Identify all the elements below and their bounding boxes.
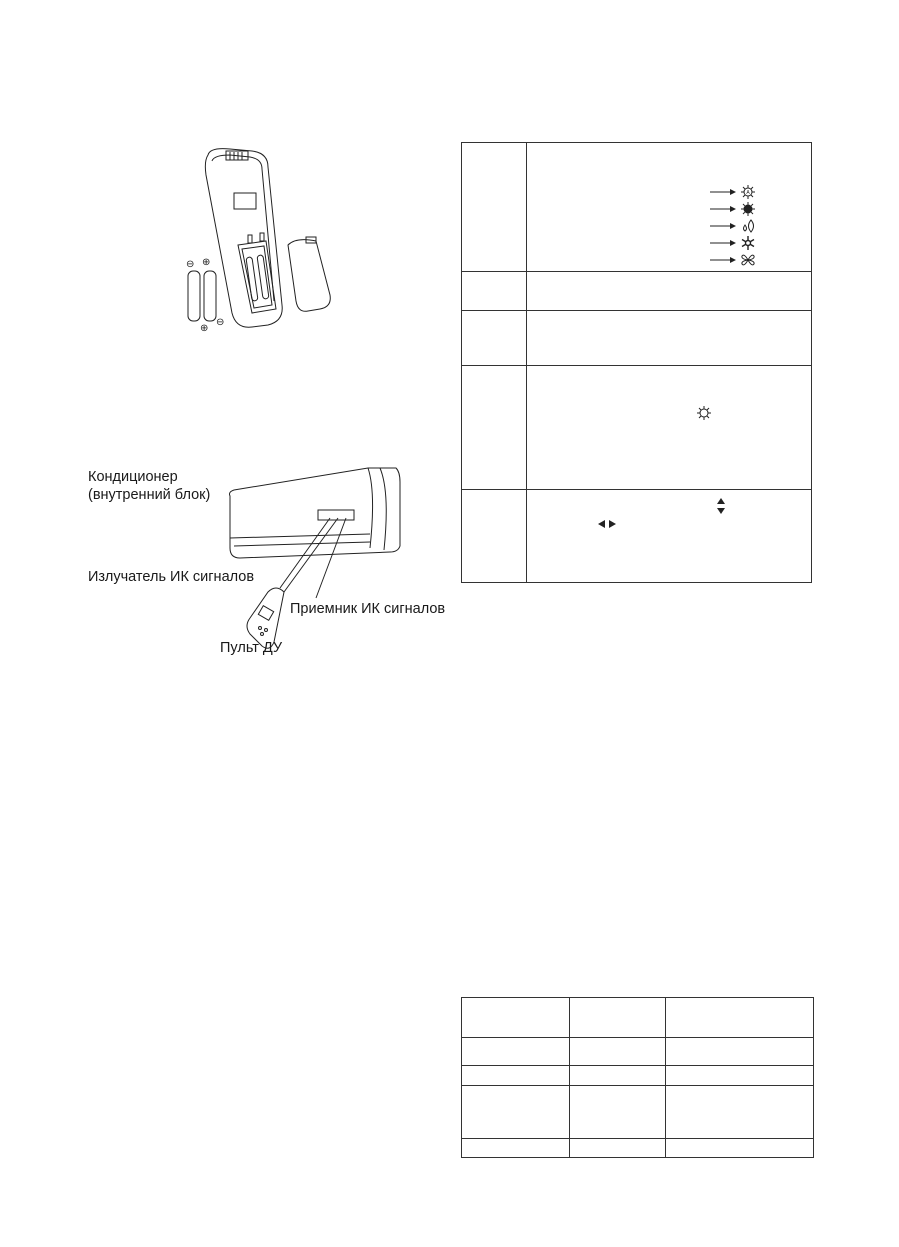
table-cell — [570, 1038, 666, 1066]
table-cell — [462, 1038, 570, 1066]
table-row — [462, 1139, 814, 1158]
dry-icon — [740, 218, 756, 234]
table-cell — [462, 1066, 570, 1086]
auto-mode-icon — [696, 405, 712, 421]
table-cell — [462, 998, 570, 1038]
remote-battery-illustration — [170, 145, 350, 345]
arrow-icon — [710, 221, 738, 231]
table-row — [462, 1066, 814, 1086]
fan-icon — [740, 252, 756, 268]
table-cell — [570, 998, 666, 1038]
battery-plus-top-icon: ⊕ — [202, 257, 211, 268]
battery-minus-top-icon: ⊖ — [186, 259, 195, 270]
mode-table-row-line — [462, 489, 811, 490]
mode-item-dry — [710, 217, 756, 234]
svg-text:A: A — [746, 189, 750, 196]
ir-emitter-label: Излучатель ИК сигналов — [88, 569, 255, 585]
table-cell — [666, 998, 814, 1038]
swing-vertical-icon — [716, 497, 726, 515]
table-cell — [570, 1139, 666, 1158]
table-cell — [666, 1086, 814, 1139]
table-cell — [570, 1066, 666, 1086]
mode-item-fan — [710, 251, 756, 268]
mode-table-row-line — [462, 271, 811, 272]
heat-icon — [740, 201, 756, 217]
table-row — [462, 1086, 814, 1139]
mode-table-divider — [526, 143, 527, 582]
remote-label: Пульт ДУ — [220, 640, 283, 656]
mode-item-cool — [710, 234, 756, 251]
air-conditioner-label-line2: (внутренний блок) — [88, 487, 211, 503]
mode-table-row-line — [462, 310, 811, 311]
spec-table — [461, 997, 814, 1158]
table-cell — [666, 1066, 814, 1086]
table-row — [462, 998, 814, 1038]
arrow-icon — [710, 187, 738, 197]
air-conditioner-label-line1: Кондиционер — [88, 469, 178, 485]
table-cell — [462, 1086, 570, 1139]
ir-receiver-label: Приемник ИК сигналов — [290, 601, 446, 617]
indoor-unit-illustration — [220, 462, 410, 662]
table-cell — [570, 1086, 666, 1139]
mode-item-auto — [710, 183, 756, 200]
table-cell — [462, 1139, 570, 1158]
table-row — [462, 1038, 814, 1066]
mode-table-row-line — [462, 365, 811, 366]
auto-icon — [740, 184, 756, 200]
arrow-icon — [710, 204, 738, 214]
arrow-icon — [710, 255, 738, 265]
mode-table — [461, 142, 812, 583]
swing-horizontal-icon — [597, 519, 617, 529]
table-cell — [666, 1038, 814, 1066]
battery-minus-bottom-icon: ⊖ — [216, 317, 225, 328]
mode-cycle-list — [710, 183, 756, 268]
mode-item-heat — [710, 200, 756, 217]
battery-plus-bottom-icon: ⊕ — [200, 323, 209, 334]
cool-icon — [740, 235, 756, 251]
arrow-icon — [710, 238, 738, 248]
table-cell — [666, 1139, 814, 1158]
